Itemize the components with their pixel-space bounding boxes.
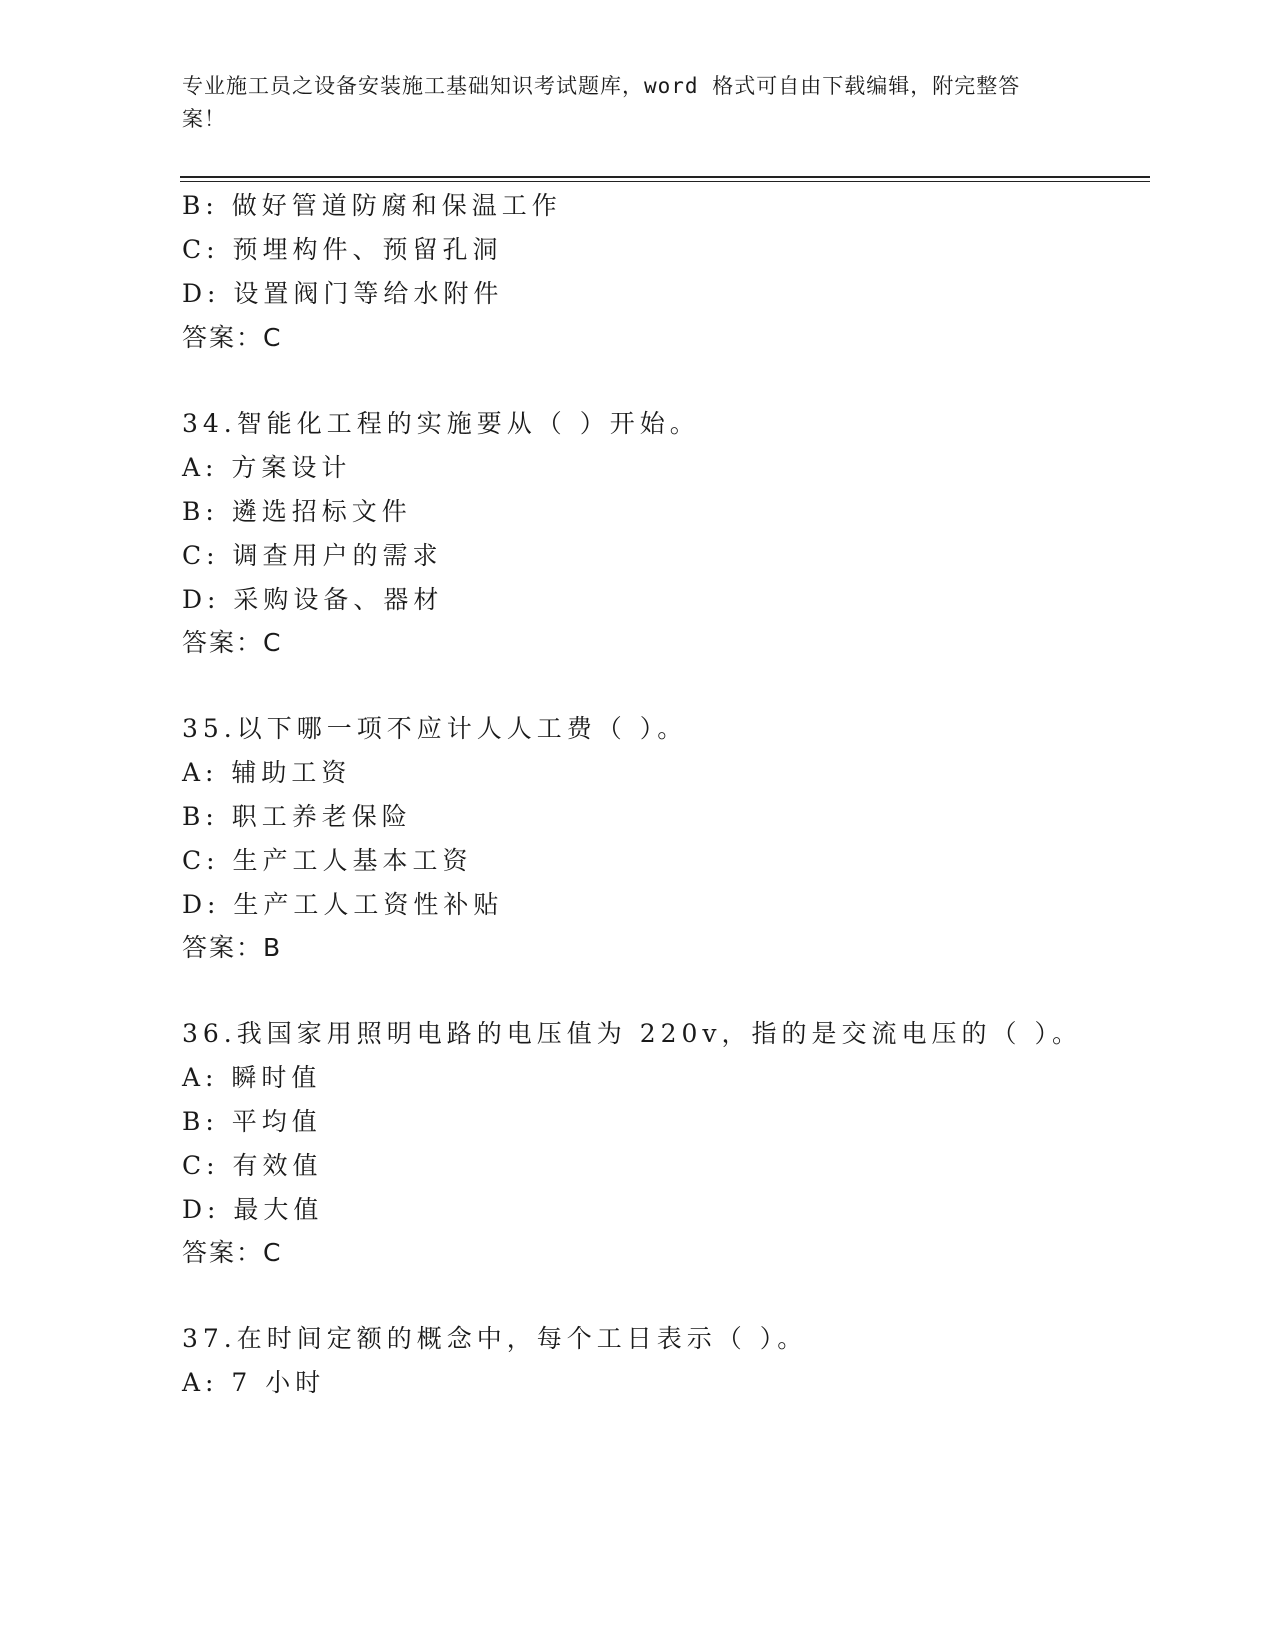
- header-divider-thin: [180, 181, 1150, 182]
- document-intro: 专业施工员之设备安装施工基础知识考试题库，word 格式可自由下载编辑，附完整答案！: [182, 74, 1021, 131]
- q33-option-c: C: 预埋构件、预留孔洞: [182, 235, 503, 264]
- q36-option-a: A: 瞬时值: [182, 1063, 322, 1092]
- q34-option-c: C: 调查用户的需求: [182, 541, 443, 570]
- q35-stem: 35.以下哪一项不应计人人工费（ ）。: [182, 714, 688, 743]
- q35-option-d: D: 生产工人工资性补贴: [182, 890, 504, 919]
- q34-stem: 34.智能化工程的实施要从（ ）开始。: [182, 409, 700, 438]
- header-divider: [180, 176, 1150, 178]
- q34-answer: 答案：C: [182, 628, 283, 657]
- q37-option-a: A: 7 小时: [182, 1368, 326, 1397]
- q33-option-d: D: 设置阀门等给水附件: [182, 279, 504, 308]
- q37-stem: 37.在时间定额的概念中，每个工日表示（ ）。: [182, 1324, 808, 1353]
- q33-answer: 答案：C: [182, 323, 283, 352]
- q36-option-d: D: 最大值: [182, 1195, 324, 1224]
- q33-option-b: B: 做好管道防腐和保温工作: [182, 191, 562, 220]
- q35-option-c: C: 生产工人基本工资: [182, 846, 473, 875]
- q36-option-b: B: 平均值: [182, 1107, 322, 1136]
- q34-option-b: B: 遴选招标文件: [182, 497, 412, 526]
- q35-option-b: B: 职工养老保险: [182, 802, 412, 831]
- q35-option-a: A: 辅助工资: [182, 758, 352, 787]
- q36-option-c: C: 有效值: [182, 1151, 323, 1180]
- q34-option-a: A: 方案设计: [182, 453, 352, 482]
- q36-stem: 36.我国家用照明电路的电压值为 220v，指的是交流电压的（ ）。: [182, 1019, 1082, 1048]
- q35-answer: 答案：B: [182, 933, 283, 962]
- q34-option-d: D: 采购设备、器材: [182, 585, 444, 614]
- q36-answer: 答案：C: [182, 1238, 283, 1267]
